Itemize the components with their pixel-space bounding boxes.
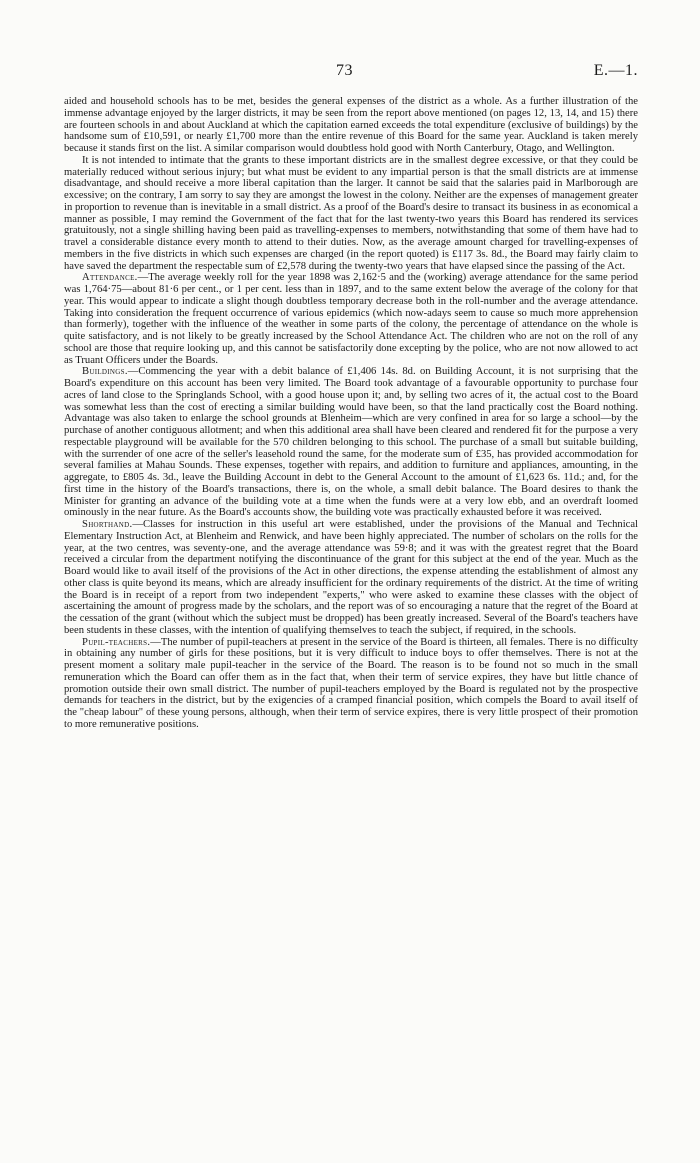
paragraph-text: aided and household schools has to be met, besides the general expenses of the district as a whole. As a further illustration of the immense advantage enjoyed by the larger districts, it may be seen from the report above mentioned (on pages 12, 13, 14, and 15) there are fourteen schools in and about Auckland at which the capitation earned exceeds the total expenditure (exclusive of buildings) by the handsome sum of £10,591, or nearly £1,700 more than the entire revenue of this Board for the same year. Auckland is taken merely because it stands first on the list. A similar comparison would doubtless hold good with North Canterbury, Otago, and Wellington. — [64, 96, 638, 154]
paragraph-buildings — [64, 366, 638, 519]
paragraph-text: It is not intended to intimate that the grants to these important districts are in the smallest degree excessive, or that they could be materially reduced without serious injury; but what must be evident to any impartial person is that the small districts are at immense disadvantage, and should receive a more liberal capitation than the larger. It cannot be said that the salaries paid in Marlborough are excessive; on the contrary, I am sorry to say they are amongst the lowest in the colony. Neither are the expenses of management greater in proportion to revenue than is inevitable in a small district. As a proof of the Board's desire to transact its business in as economical a manner as possible, I may remind the Government of the fact that for the last twenty-two years this Board has rendered its services gratuitously, not a single shilling having been paid as travelling-expenses to members, notwithstanding that some of them have had to travel a considerable distance every month to attend to their duties. Now, as the average amount charged for travelling-expenses of members in the five districts in which such expenses are charged (in the report quoted) is £117 3s. 8d., the Board may fairly claim to have saved the department the respectable sum of £2,578 during the twenty-two years that have elapsed since the passing of the Act. — [64, 154, 638, 272]
paragraph-grants — [64, 155, 638, 273]
section-heading: Shorthand. — [82, 519, 133, 530]
paragraph-text: —The average weekly roll for the year 1898 was 2,162·5 and the (working) average attendance for the same period was 1,764·75—about 81·6 per cent., or 1 per cent. less than in 1897, and to the same extent below the average of the colony for that year. This would appear to indicate a slight though doubtless temporary decrease both in the roll-number and the average attendance. Taking into consideration the frequent occurrence of various epidemics (which now-adays seem to cause so much more apprehension than formerly), together with the influence of the weather in some parts of the colony, the percentage of attendance on the whole is quite satisfactory, and is not likely to be greatly increased by the School Attendance Act. The children who are not on the roll of any school are those that require looking up, and this cannot be satisfactorily done excepting by the police, who are not now allowed to act as Truant Officers under the Boards. — [64, 272, 638, 366]
section-heading: Pupil-teachers. — [82, 636, 151, 648]
paragraph-text: —Classes for instruction in this useful art were established, under the provisions of the Manual and Technical Elementary Instruction Act, at Blenheim and Renwick, and have been highly appreciated. The number of scholars on the rolls for the year, at the two centres, was seventy-one, and the average attendance was 59·8; and it was with the greatest regret that the Board received a circular from the department notifying the discontinuance of the grant for this subject at the end of the year. Much as the Board would like to avail itself of the provisions of the Act in other directions, the expense attending the establishment of almost any other class is quite beyond its means, which are already insufficient for the ordinary requirements of the district. At the time of writing the Board is in receipt of a report from two independent "experts," who were asked to examine these classes with the object of ascertaining the amount of progress made by the scholars, and the report was of so encouraging a nature that the regret of the Board at the cessation of the grant (without which the subject must be dropped) has been greatly increased. Several of the Board's teachers have been students in these classes, with the intention of qualifying themselves to teach the subject, if required, in the schools. — [64, 519, 638, 636]
body-text — [64, 96, 638, 731]
paragraph-attendance — [64, 272, 638, 366]
page-header — [0, 62, 700, 84]
paragraph-pupil-teachers — [64, 637, 638, 731]
paragraph-shorthand — [64, 519, 638, 637]
paragraph-text: —Commencing the year with a debit balance of £1,406 14s. 8d. on Building Account, it is not surprising that the Board's expenditure on this account has been very limited. The Board took advantage of a favourable opportunity to purchase four acres of land close to the Springlands School, with a good house upon it; and, by selling two acres of it, the actual cost to the Board was somewhat less than the cost of erecting a similar building would have been, so that the land practically cost the Board nothing. Advantage was also taken to enlarge the school grounds at Blenheim—which are very confined in area for so large a school—by the purchase of another contiguous allotment; and when this additional area shall have been cleared and rendered fit for the purpose a very respectable playground will be available for the 570 children belonging to this school. The purchase of a small but suitable building, with the surrender of one acre of the seller's leasehold round the same, for the moderate sum of £35, has provided accommodation for several families at Mahau Sounds. These expenses, together with repairs, and addition to furniture and appliances, amounting, in the aggregate, to £805 4s. 3d., leave the Building Account in debt to the General Account to the amount of £1,623 6s. 11d.; and, for the first time in the history of the Board's transactions, there is, on the whole, a small debit balance. The Board desires to thank the Minister for granting an advance of the building vote at a time when the funds were at a very low ebb, and an overdraft loomed ominously in the near future. As the Board's accounts show, the building vote was practically exhausted before it was received. — [64, 366, 638, 519]
paragraph-text: —The number of pupil-teachers at present in the service of the Board is thirteen, all females. There is no difficulty in obtaining any number of girls for these positions, but it is very difficult to induce boys to offer themselves. There is not at the present moment a solitary male pupil-teacher in the service of the Board. The reason is to be found not so much in the small remuneration which the Board can offer them as in the fact that, when their term of service expires, they have but little chance of promotion outside their own small district. The number of pupil-teachers employed by the Board is regulated not by the prospective demands for teachers in the district, but by the exigencies of a cramped financial position, which compels the Board to avail itself of the "cheap labour" of these young persons, although, when their term of service expires, there is very little prospect of their promotion to more remunerative positions. — [64, 636, 638, 730]
section-heading: Buildings. — [82, 366, 128, 378]
paragraph-continuation — [64, 96, 638, 155]
page-number: 73 — [336, 62, 353, 79]
section-heading: Attendance. — [82, 272, 138, 284]
page-code: E.—1. — [593, 62, 638, 79]
